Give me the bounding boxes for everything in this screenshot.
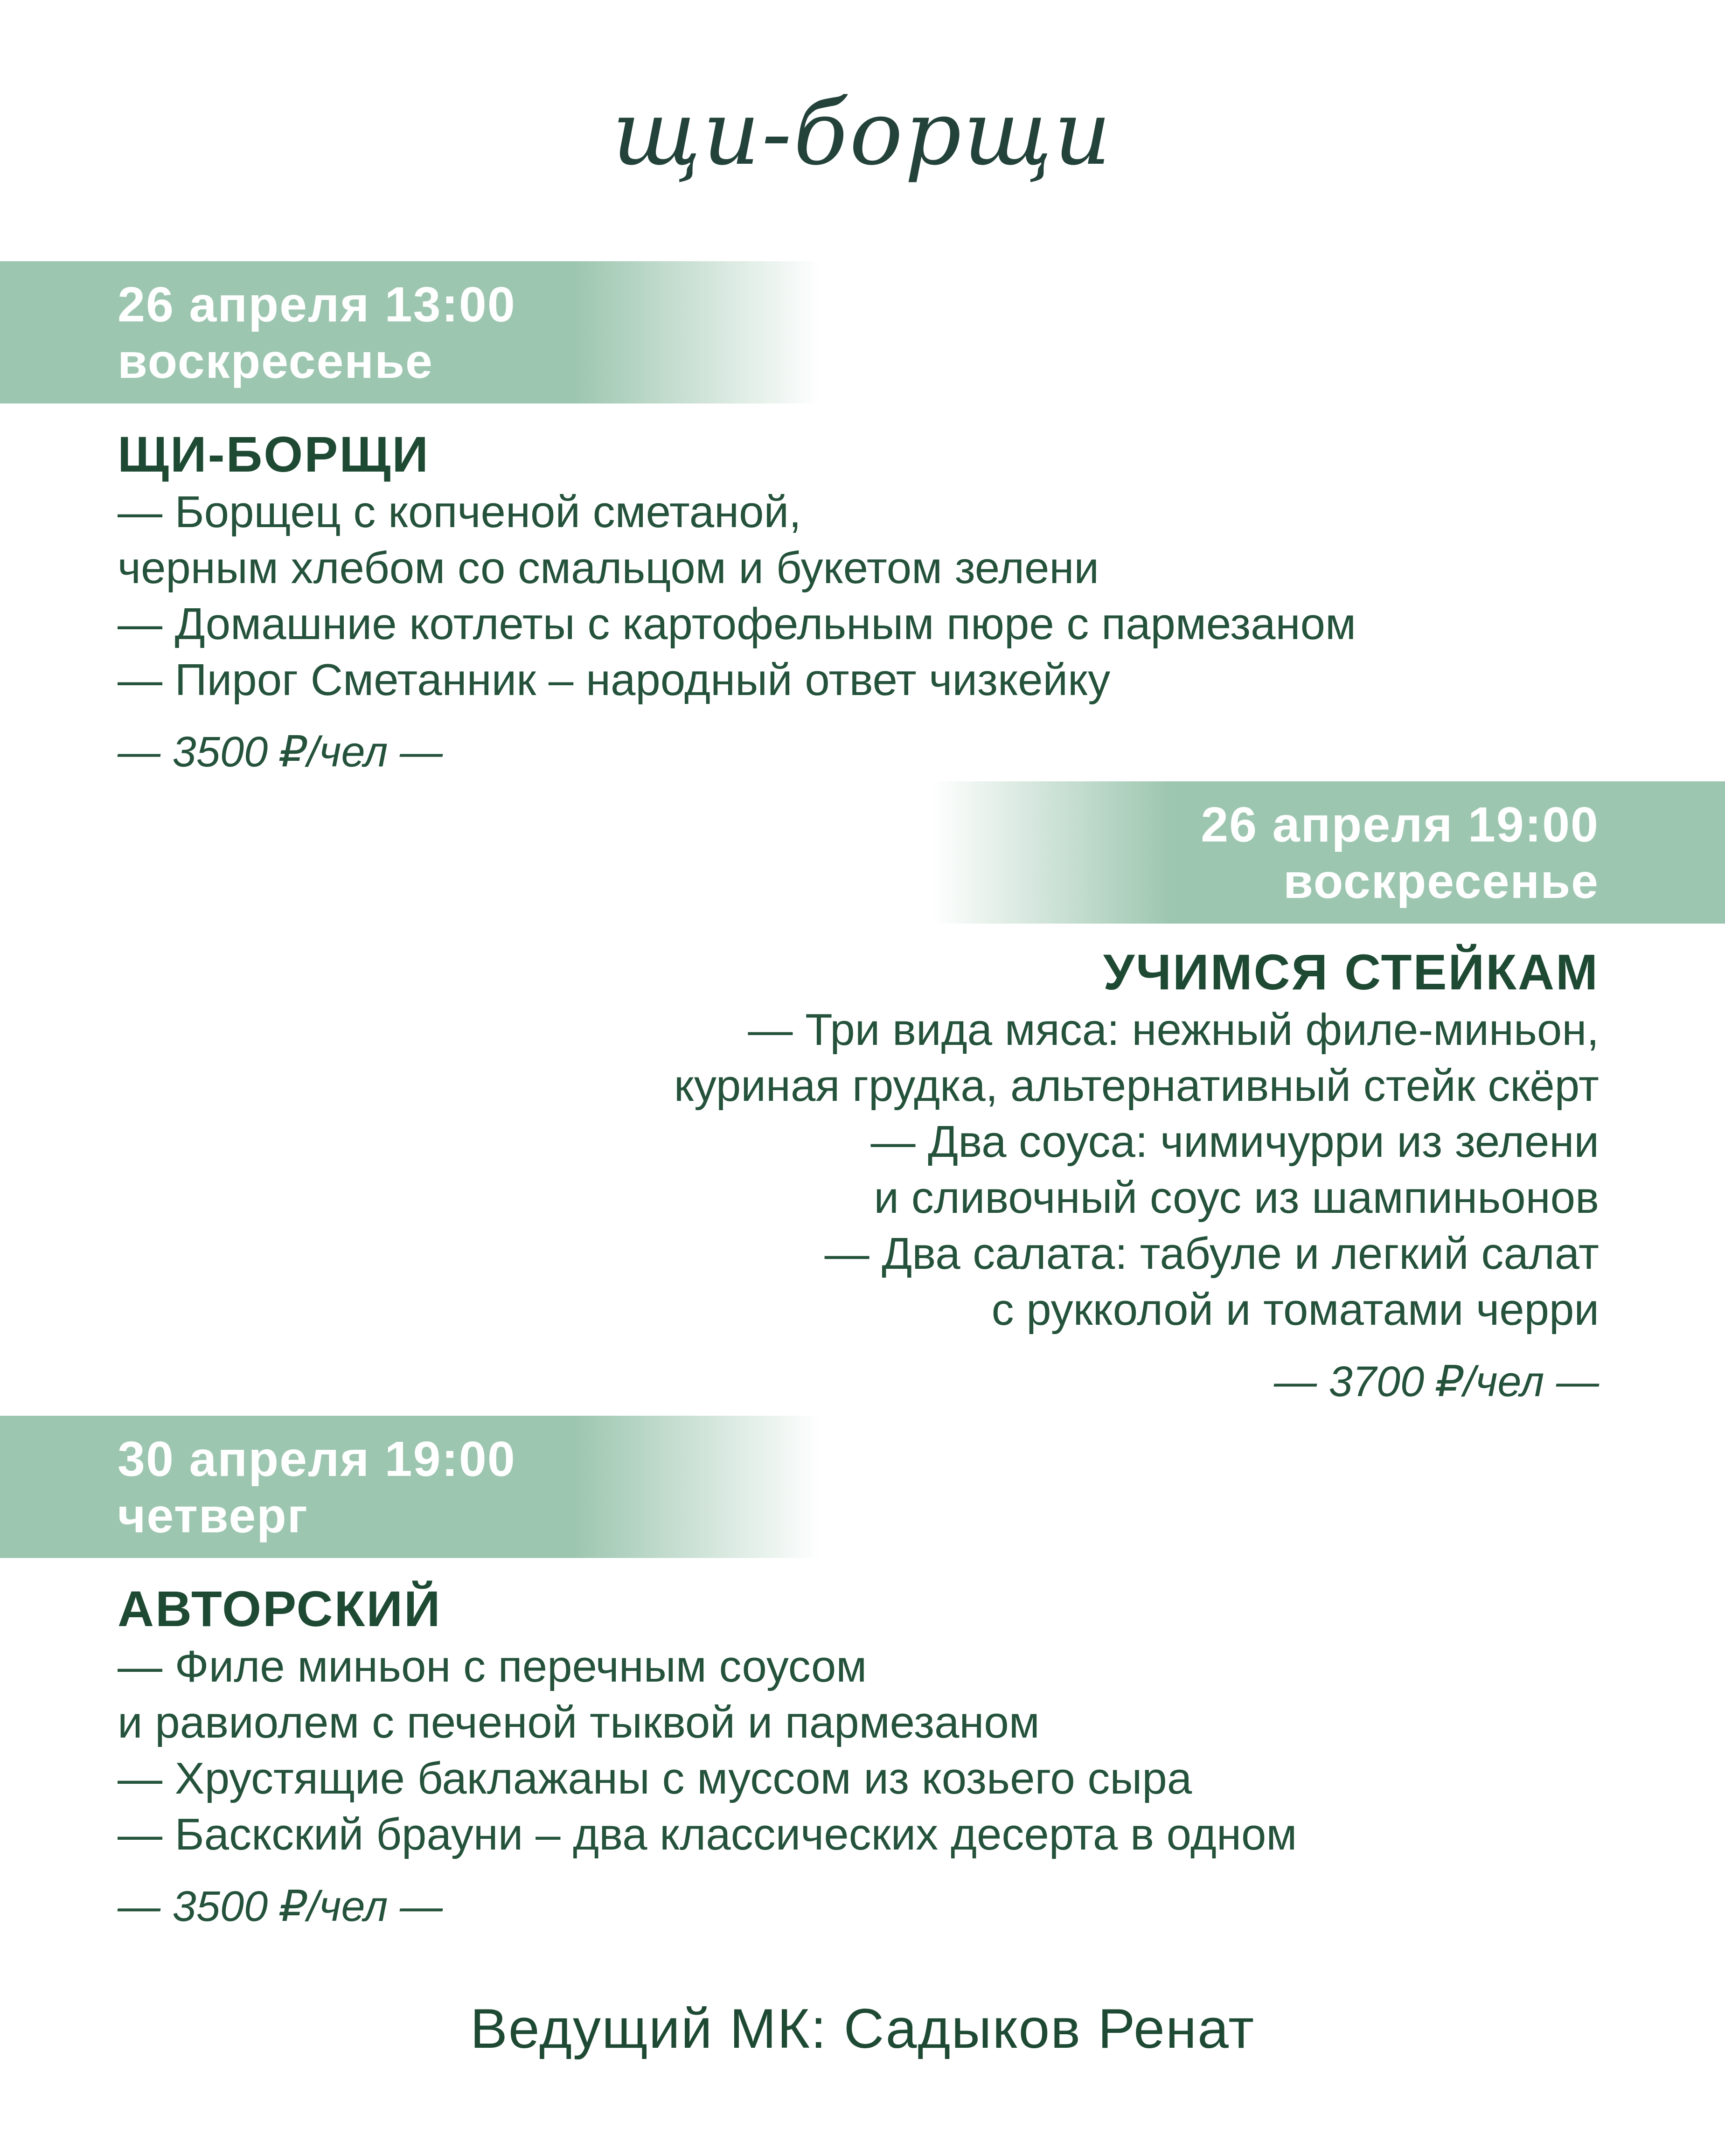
event-2-dish-line: — Два салата: табуле и легкий салат (824, 1229, 1599, 1279)
event-2-dish-line: с рукколой и томатами черри (991, 1285, 1599, 1335)
event-3-dish-list (118, 1639, 1657, 1863)
event-1-date: 26 апреля 13:00 (118, 277, 516, 332)
brand-logo (0, 56, 1725, 210)
event-1-dish-line: — Пирог Сметанник – народный ответ чизкейку (118, 655, 1111, 705)
event-2-dish-line: — Три вида мяса: нежный филе-миньон, (748, 1005, 1599, 1055)
event-3-date: 30 апреля 19:00 (118, 1431, 516, 1487)
event-3-dish-line: — Хрустящие баклажаны с муссом из козьего сыра (118, 1753, 1192, 1803)
host-credit: Ведущий МК: Садыков Ренат (470, 1997, 1255, 2060)
event-3-dish-line: — Баскский брауни – два классических десерта в одном (118, 1809, 1297, 1859)
event-2-dish-list (60, 1002, 1599, 1338)
event-1-price: — 3500 ₽/чел — (118, 728, 443, 776)
event-2-day: воскресенье (1283, 854, 1599, 909)
event-2-title: УЧИМСЯ СТЕЙКАМ (1103, 944, 1599, 1000)
event-3-menu (118, 1579, 1657, 1934)
event-3-price: — 3500 ₽/чел — (118, 1883, 443, 1930)
event-3-day: четверг (118, 1488, 309, 1543)
event-2-date: 26 апреля 19:00 (1201, 797, 1599, 852)
event-3-dish-line: и равиолем с печеной тыквой и пармезаном (118, 1697, 1040, 1747)
event-1-title: ЩИ-БОРЩИ (118, 426, 430, 482)
event-1-dish-list (118, 484, 1657, 708)
event-3-dish-line: — Филе миньон с перечным соусом (118, 1641, 867, 1691)
event-2-date-band (932, 781, 1725, 924)
event-2-dish-line: и сливочный соус из шампиньонов (874, 1173, 1599, 1223)
event-1-day: воскресенье (118, 334, 433, 389)
event-1-dish-line: — Домашние котлеты с картофельным пюре с пармезаном (118, 599, 1356, 649)
event-2-price: — 3700 ₽/чел — (1273, 1358, 1599, 1405)
event-1-dish-line: черным хлебом со смальцом и букетом зелени (118, 543, 1099, 593)
logo-wordmark: щи-борщи (612, 81, 1113, 185)
event-3-date-band (0, 1416, 821, 1558)
event-2-dish-line: куриная грудка, альтернативный стейк скёрт (674, 1061, 1599, 1111)
event-1-menu (118, 424, 1657, 780)
event-2-dish-line: — Два соуса: чимичурри из зелени (870, 1117, 1599, 1167)
event-1-dish-line: — Борщец с копченой сметаной, (118, 487, 801, 537)
event-1-date-band (0, 261, 821, 403)
event-2-menu (60, 942, 1599, 1410)
event-3-title: АВТОРСКИЙ (118, 1580, 442, 1637)
